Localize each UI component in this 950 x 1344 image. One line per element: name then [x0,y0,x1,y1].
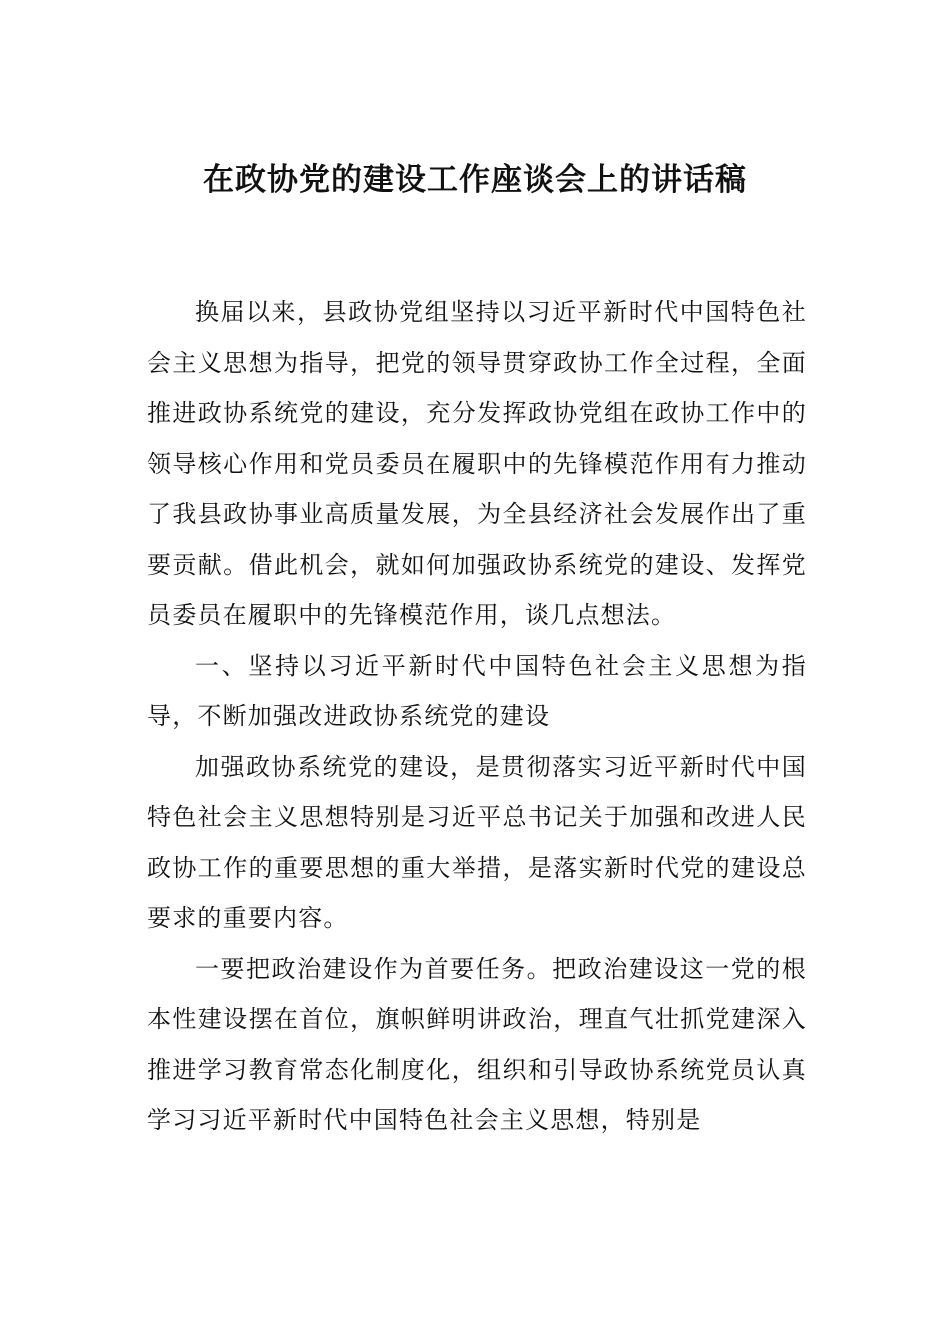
document-body [147,287,807,1146]
document-title: 在政协党的建设工作座谈会上的讲话稿 [203,162,747,198]
paragraph-section-body: 加强政协系统党的建设，是贯彻落实习近平新时代中国特色社会主义思想特别是习近平总书记关于加强和改进人民政协工作的重要思想的重大举措，是落实新时代党的建设总要求的重要内容。 [147,752,807,932]
paragraph-intro: 换届以来，县政协党组坚持以习近平新时代中国特色社会主义思想为指导，把党的领导贯穿政协工作全过程，全面推进政协系统党的建设，充分发挥政协党组在政协工作中的领导核心作用和党员委员在履职中的先锋模范作用有力推动了我县政协事业高质量发展，为全县经济社会发展作出了重要贡献。借此机会，就如何加强政协系统党的建设、发挥党员委员在履职中的先锋模范作用，谈几点想法。 [147,298,807,629]
paragraph-section-heading: 一、坚持以习近平新时代中国特色社会主义思想为指导，不断加强改进政协系统党的建设 [147,651,807,730]
paragraph-point-one: 一要把政治建设作为首要任务。把政治建设这一党的根本性建设摆在首位，旗帜鲜明讲政治，理直气壮抓党建深入推进学习教育常态化制度化，组织和引导政协系统党员认真学习习近平新时代中国特色社会主义思想，特别是 [147,954,807,1134]
